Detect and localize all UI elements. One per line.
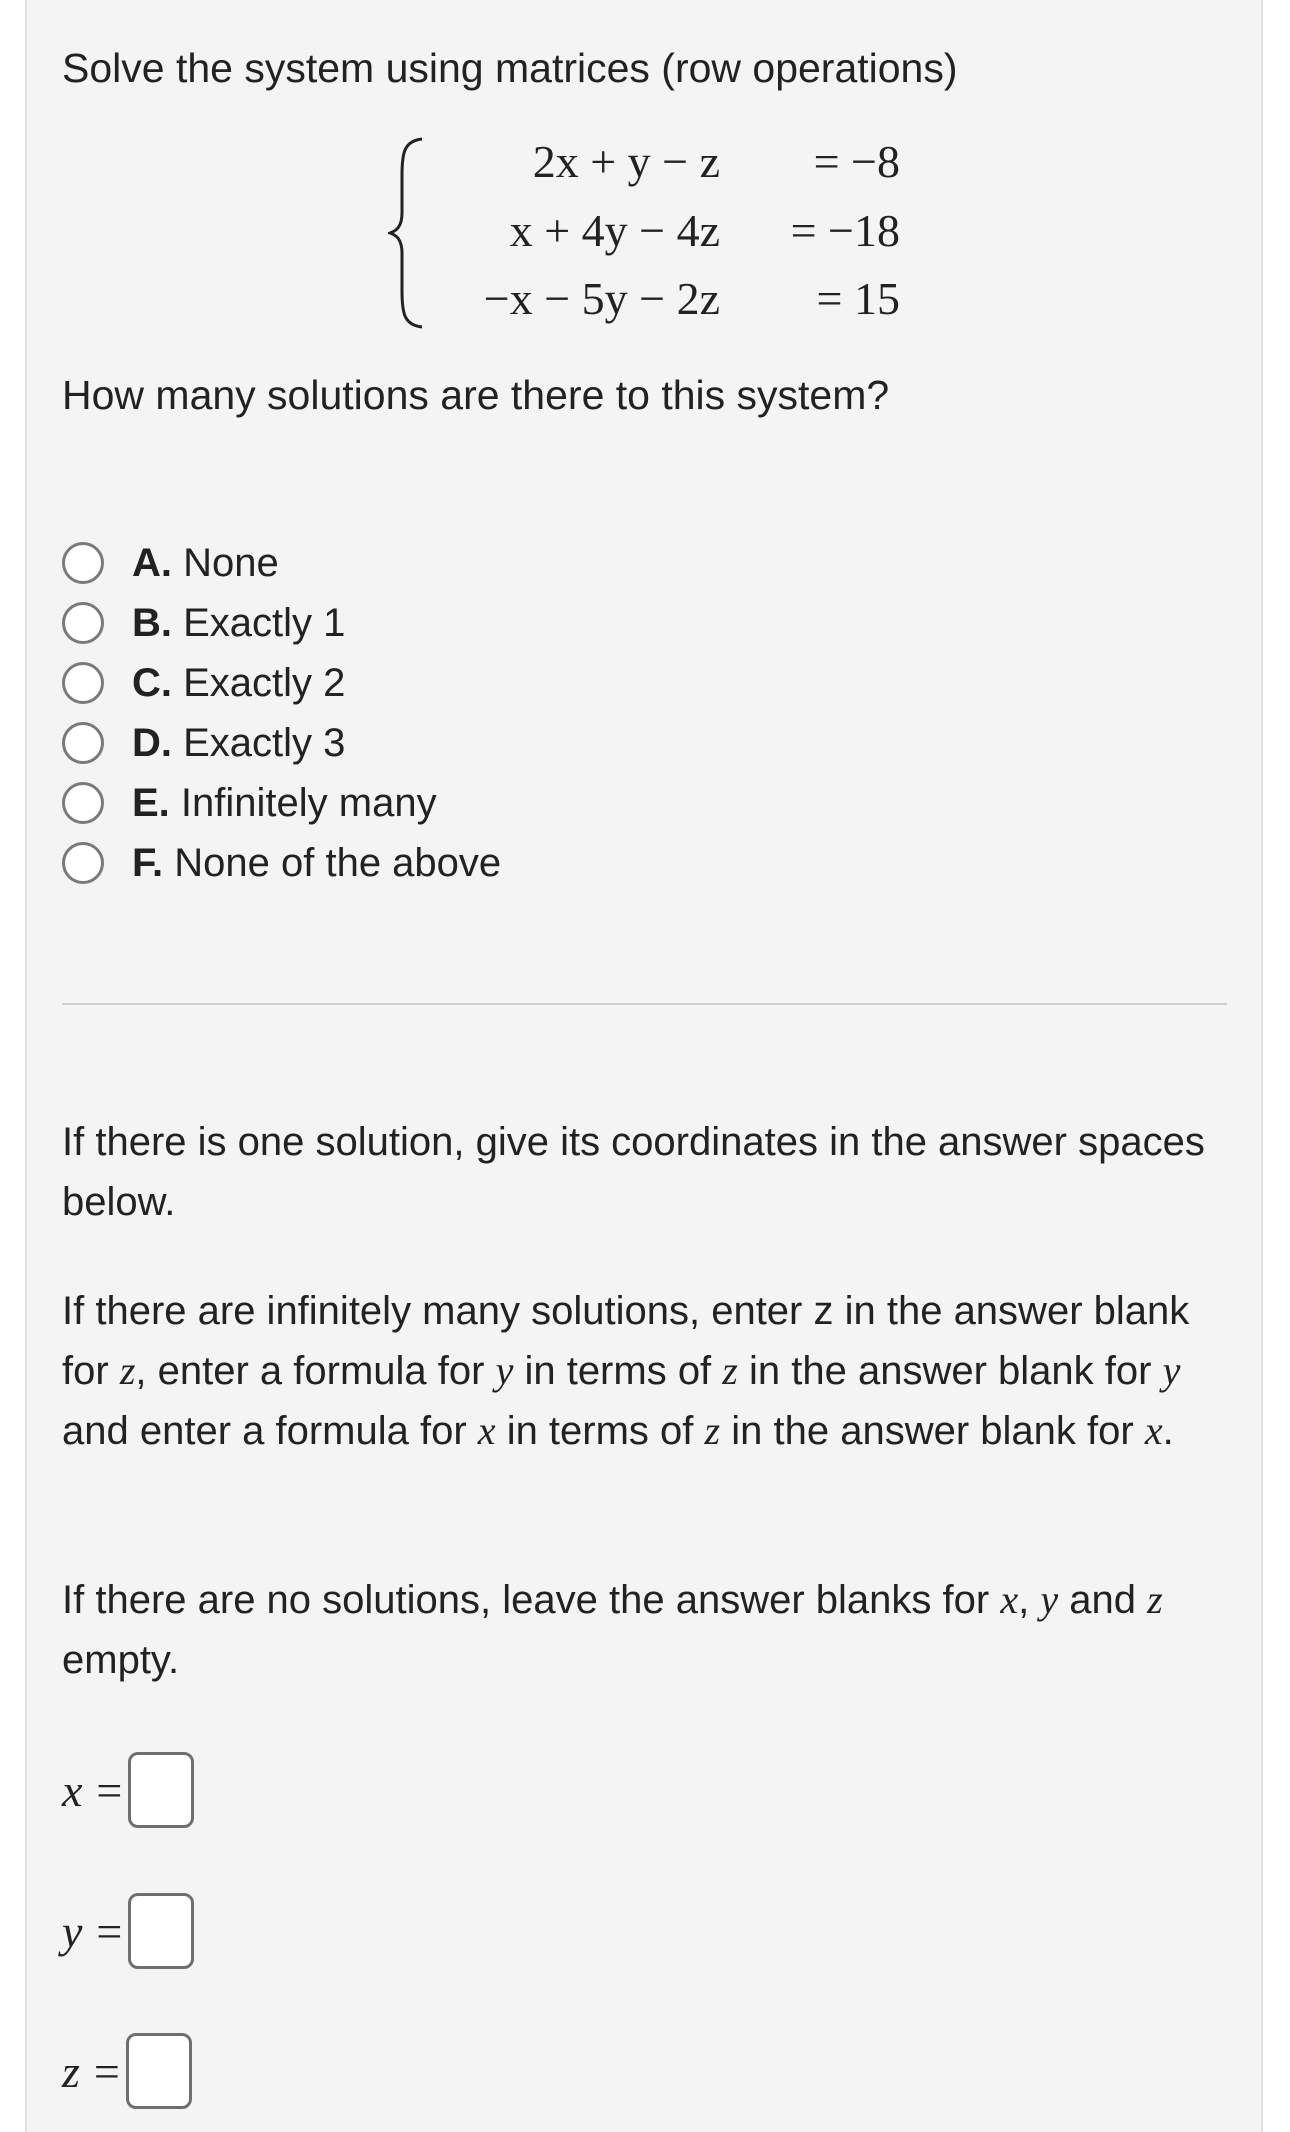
option-label: Infinitely many <box>180 780 437 825</box>
option-letter: B. <box>132 600 172 645</box>
radio-button[interactable] <box>62 722 104 764</box>
instruction-no-solutions: If there are no solutions, leave the answer blanks for x, y and z empty. <box>62 1577 1163 1682</box>
equation-2-rhs: = −18 <box>790 205 900 256</box>
option-f[interactable] <box>62 835 501 891</box>
radio-button[interactable] <box>62 542 104 584</box>
option-label: None of the above <box>174 840 502 885</box>
answer-z-input[interactable] <box>126 2033 192 2109</box>
option-b[interactable] <box>62 595 345 651</box>
equation-1-rhs: = −8 <box>813 136 900 187</box>
option-label: Exactly 3 <box>183 720 346 765</box>
option-e[interactable] <box>62 775 437 831</box>
problem-title: Solve the system using matrices (row operations) <box>62 45 958 91</box>
option-letter: D. <box>132 720 172 765</box>
equation-2-lhs: x + 4y − 4z <box>509 205 720 256</box>
answer-x-row <box>62 1752 194 1828</box>
radio-button[interactable] <box>62 782 104 824</box>
option-letter: A. <box>132 540 172 585</box>
radio-button[interactable] <box>62 662 104 704</box>
answer-z-label: z <box>62 2045 80 2097</box>
answer-x-input[interactable] <box>128 1752 194 1828</box>
question-text: How many solutions are there to this system? <box>62 372 890 418</box>
instruction-one-solution: If there is one solution, give its coordinates in the answer spaces below. <box>62 1120 1205 1224</box>
option-label: Exactly 2 <box>183 660 346 705</box>
answer-z-row <box>62 2033 192 2109</box>
answer-y-row <box>62 1893 194 1969</box>
instruction-infinite-solutions: If there are infinitely many solutions, enter z in the answer blank for z, enter a formula for y in terms of z in the answer blank for y and enter a formula for x in terms of z in the answer blank for x. <box>62 1289 1190 1453</box>
option-letter: F. <box>132 840 164 885</box>
answer-y-input[interactable] <box>128 1893 194 1969</box>
equals-sign: = <box>96 1764 123 1816</box>
option-a[interactable] <box>62 535 279 591</box>
equation-1-lhs: 2x + y − z <box>532 136 720 187</box>
equals-sign: = <box>93 2045 120 2097</box>
radio-button[interactable] <box>62 842 104 884</box>
option-letter: E. <box>132 780 170 825</box>
section-divider <box>62 1003 1227 1005</box>
option-d[interactable] <box>62 715 345 771</box>
equals-sign: = <box>96 1905 123 1957</box>
equation-3-lhs: −x − 5y − 2z <box>483 273 720 324</box>
option-c[interactable] <box>62 655 345 711</box>
option-letter: C. <box>132 660 172 705</box>
option-label: Exactly 1 <box>183 600 346 645</box>
answer-x-label: x <box>62 1764 83 1816</box>
equation-3-rhs: = 15 <box>816 273 900 324</box>
option-label: None <box>183 540 279 585</box>
radio-button[interactable] <box>62 602 104 644</box>
answer-y-label: y <box>62 1905 83 1957</box>
